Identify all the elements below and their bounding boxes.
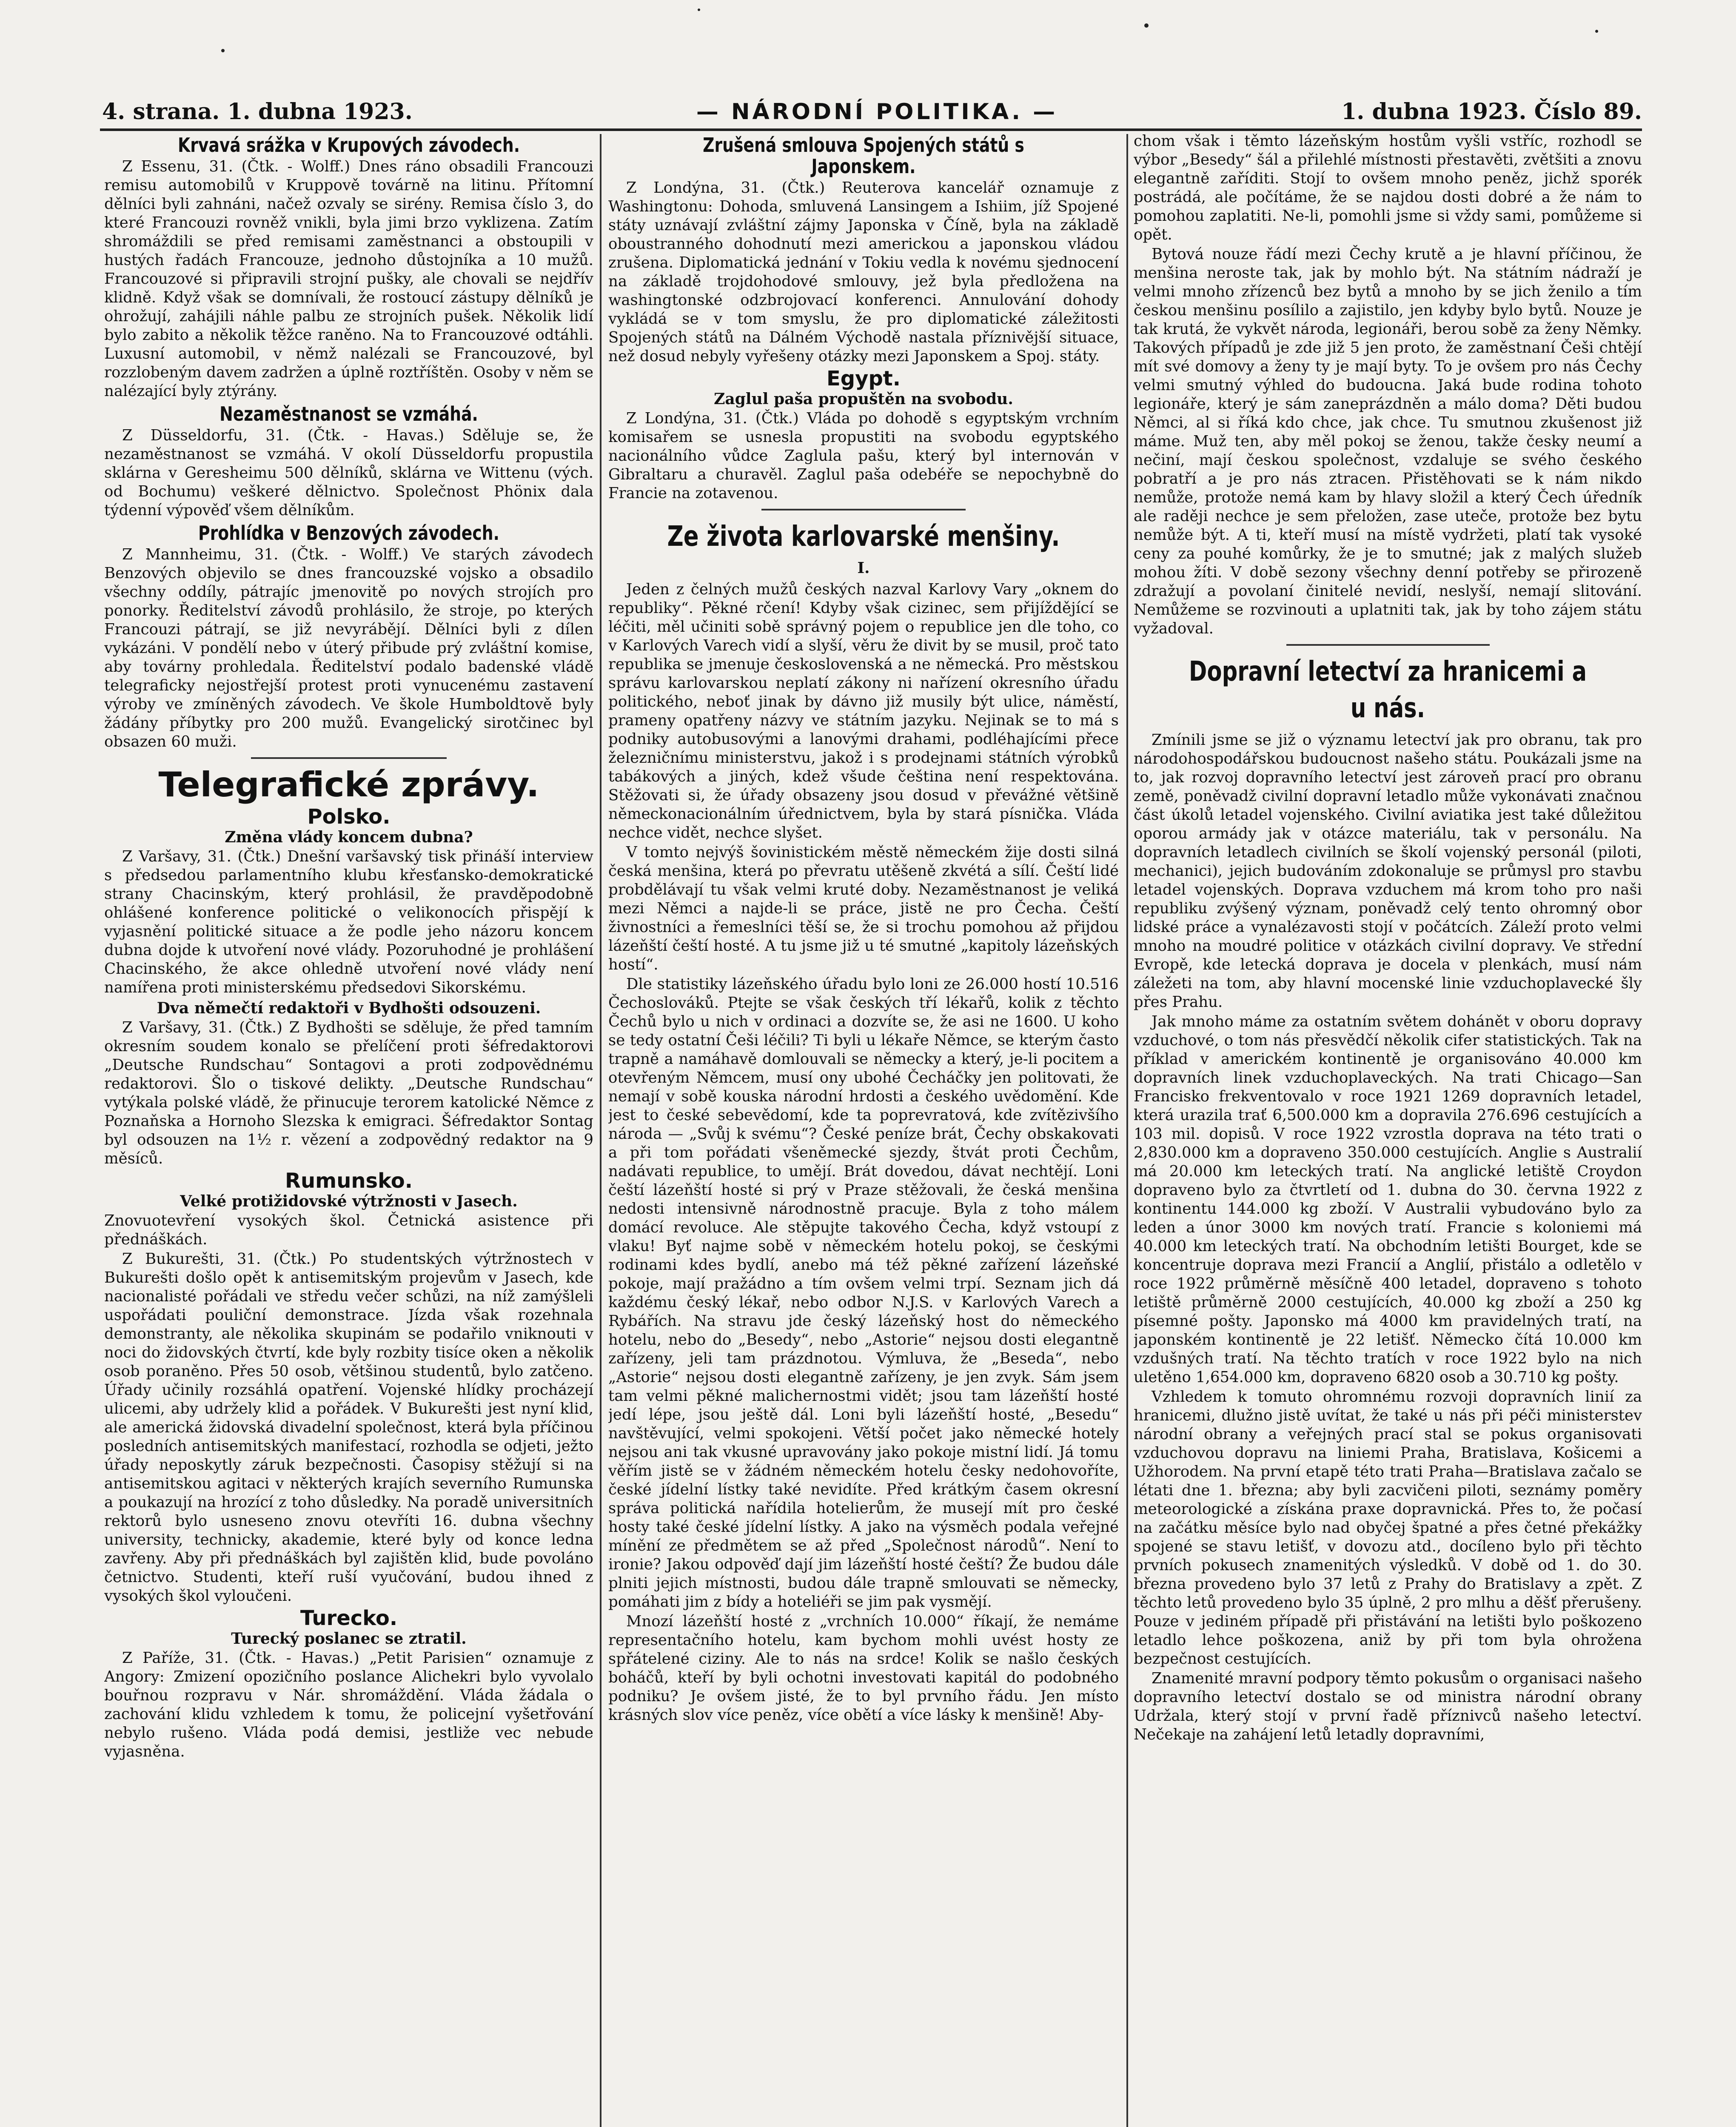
article-title: Krvavá srážka v Krupových závodech.: [177, 134, 520, 157]
article-paragraph: Z Essenu, 31. (Čtk. - Wolff.) Dnes ráno obsadili Francouzi remisu automobilů v Kruppově továrně na litinu. Přítomní dělníci byli zahnáni, načež ozvaly se sirény. Remisa číslo 3, do které Francouzi rovněž vnikli, byla jimi brzo vyklizena. Zatím shromáždili se před remisami zaměstnanci a obstoupili v hustých řadách Francouze, jednoho důstojníka a 10 mužů. Francouzové si připravili strojní pušky, ale chovali se nejdřív klidně. Když však se domnívali, že rostoucí zástupy dělníků je ohrožují, zahájili náhle palbu ze strojních pušek. Několik lidí bylo zabito a několik těžce raněno. Na to Francouzové odtáhli. Luxusní automobil, v němž nalézali se Francouzové, byl rozzlobeným davem zadržen a úplně roztříštěn. Osoby v něm se nalézající byly ztýrány.: [104, 158, 593, 400]
article-title: Dva němečtí redaktoři v Bydhošti odsouzeni.: [157, 999, 541, 1017]
article-subtitle: Znovuotevření vysokých škol. Četnická asistence při přednáškách.: [104, 1212, 593, 1248]
article-title: Zaglul paša propuštěn na svobodu.: [714, 390, 1013, 408]
scan-speck: [1144, 23, 1149, 28]
column-divider-1: [600, 134, 601, 2127]
country-heading: Egypt.: [827, 367, 901, 391]
article-title: Velké protižidovské výtržnosti v Jasech.: [180, 1192, 518, 1210]
column-divider-2: [1126, 134, 1128, 2127]
column-2: [608, 132, 1119, 2127]
column-1: [104, 132, 593, 2127]
scan-speck: [1595, 30, 1598, 33]
article-paragraph: Z Londýna, 31. (Čtk.) Vláda po dohodě s egyptským vrchním komisařem se usnesla propustiti na svobodu egyptského nacionálního vůdce Zaglula pašu, který byl internován v Gibraltaru a churavěl. Zaglul paša odebéře se nepochybně do Francie na zotavenou.: [608, 410, 1119, 502]
part-numeral: I.: [857, 559, 870, 577]
article-title: Zrušená smlouva Spojených států s Japonskem.: [703, 134, 1024, 178]
article-paragraph: Z Mannheimu, 31. (Čtk. - Wolff.) Ve starých závodech Benzových objevilo se dnes francouzské vojsko a obsadilo všechny oddíly, pátrajíc jmenovitě po nových strojích pro ponorky. Ředitelství závodů prohlásilo, že stroje, po kterých Francouzi pátrají, se již nevyrábějí. Dělníci byli z dílen vykázáni. V pondělí nebo v úterý přibude prý zvláštní komise, aby továrny prohledala. Ředitelství podalo badenské vládě telegraficky nejostřejší protest proti vynucenému zastavení výroby ve zmíněných závodech. Ve škole Humboldtově byly žádány příbytky pro 200 mužů. Evangelický sirotčinec byl obsazen 60 muži.: [104, 546, 593, 750]
newspaper-masthead: — NÁRODNÍ POLITIKA. —: [696, 99, 1058, 125]
header-rule: [100, 128, 1642, 131]
article-title: Nezaměstnanost se vzmáhá.: [219, 402, 478, 425]
column-3: [1134, 132, 1642, 2127]
article-paragraph: Jeden z čelných mužů českých nazval Karlovy Vary „oknem do republiky“. Pěkné rčení! Kdyby však cizinec, sem přijíždějící se léčiti, měl učiniti sobě správný pojem o republice jen dle toho, co v Karlových Varech vidí a slyší, věru že divit by se musil, proč tato republika se jmenuje československá a ne německá. Pro městskou správu karlovarskou neplatí zákony ni nařízení okresního úřadu politického, neboť jinak by dávno již musily být ulice, náměstí, prameny opatřeny názvy ve státním jazyku. Nejinak se to má s podniky autobusovými a lanovými drahami, podléhajícími přece železničnímu ministerstvu, jakož i s prodejnami státních výrobků tabákových a jiných, kdež všude čeština není respektována. Stěžovati si, že úřady obsazeny jsou dosud v převážné většině německonacionálním úřednictvem, byla by stará písnička. Vláda nechce vidět, nechce slyšet.: [608, 581, 1119, 841]
section-divider: [251, 757, 447, 759]
scan-speck: [221, 49, 225, 52]
article-paragraph: Z Paříže, 31. (Čtk. - Havas.) „Petit Parisien“ oznamuje z Angory: Zmizení opozičního poslance Alichekri bylo vyvolalo bouřnou rozpravu v Nár. shromáždění. Vláda žádala o zachování klidu vzhledem k tomu, že policejní vyšetřování nebylo rušeno. Vláda podá demisi, jestliže vec nebude vyjasněna.: [104, 1649, 593, 1760]
article-paragraph: Dle statistiky lázeňského úřadu bylo loni ze 26.000 hostí 10.516 Čechoslováků. Ptejte se však českých tří lékařů, kolik z těchto Čechů bylo u nich v ordinaci a dozvíte se, že asi ne 1600. U koho se tedy ostatní Češi léčili? Ti byli u lékaře Němce, se kterým často trapně a namáhavě domlouvali se německy a který, je-li pocitem a otevřeným Němcem, musí ony ubohé Čecháčky jen politovati, že nemají v sobě kouska národní hrdosti a českého uvědomění. Kde jest to české sebevědomí, kde ta poprevratová, kde zvítězivšího národa — „Svůj k svému“? České peníze brát, Čechy obskakovati a při tom pořádati všeněmecké sjezdy, štvát proti Čechům, nadávati republice, to umějí. Brát dovedou, dávat nechtějí. Loni čeští lázeňští hosté si prý v Praze stěžovali, že česká menšina nedosti intensivně národnostně pracuje. Byla z toho málem domácí revoluce. Ale stěpujte takového Čecha, když vstoupí z vlaku! Byť najme sobě v německém hotelu pokoj, se českými rodinami kdes bydlí, anebo má též pěkné zařízení lázeňské pokoje, mají pražádno a tím ovšem velmi trpí. Seznam jich dá každému český lékař, nebo odbor N.J.S. v Karlových Varech a Rybářích. Na stravu jde český lázeňský host do německého hotelu, nebo do „Besedy“, nebo „Astorie“ nejsou dosti elegantně zařízeny, jeli tam prázdnotou. Výmluva, že „Beseda“, nebo „Astorie“ nejsou dosti elegantně zařízeny, je jen zvyk. Sám jsem tam velmi pěkné malichernostmi vidět; jsou tam lázeňští hosté jedí lépe, jsou ještě dál. Loni byli lázeňští hosté, „Besedu“ navštěvující, velmi spokojeni. Větší počet jako německé hotely nejsou ani tak vkusné upravovány jako pokoje mistní lidí. Já tomu věřím jistě se v žádném německém hotelu česky nedohovoříte, české jídelní lístky také nevidíte. Před krátkým časem okresní správa politická nařídila hotelierům, že musejí mít pro české hosty také české jídelní lístky. A jako na výsměch podala veřejné mínění ze předmětem se až před „Společnost národů“. Není to ironie? Jakou odpověď dají jim lázeňští hosté čeští? Že budou dále plniti jejich místnosti, budou dále trapně smlouvati se německy, pomáhati jim z bídy a hoteliéři se jim pak vysmějí.: [608, 975, 1119, 1611]
article-paragraph: Jak mnoho máme za ostatním světem dohánět v oboru dopravy vzduchové, o tom nás přesvědčí několik cifer statistických. Tak na příklad v americkém kontinentě je organisováno 40.000 km dopravních linek vzduchoplaveckých. Na trati Chicago—San Francisko frekventovalo v roce 1921 1269 dopravních letadel, která urazila trať 6,500.000 km a dopravila 276.696 cestujících a 103 mil. dopisů. V roce 1922 vzrostla doprava na této trati o 2,830.000 km a dopraveno 350.000 cestujících. Anglie s Australií má 20.000 km leteckých tratí. Na anglické letiště Croydon dopraveno bylo za čtvrtletí od 1. dubna do 30. června 1922 z kontinentu 144.000 kg zboží. V Australii vybudováno bylo za leden a únor 3000 km nových tratí. Francie s koloniemi má 40.000 km leteckých tratí. Na obchodním letišti Bourget, kde se koncentruje doprava mezi Francií a Anglií, přistálo a odletělo v roce 1922 průměrně měsíčně 400 letadel, dopraveno s tohoto letiště průměrně 2000 cestujících, 40.000 kg zboží a 250 kg písemné pošty. Japonsko má 4000 km pravidelných tratí, na japonském kontinentě je 22 letišť. Německo čítá 10.000 km vzdušných tratí. Na těchto tratích v roce 1922 bylo na nich uletěno 1,654.000 km, dopraveno 6820 osob a 30.710 kg pošty.: [1134, 1013, 1642, 1386]
country-heading: Polsko.: [307, 805, 391, 829]
article-title: Prohlídka v Benzových závodech.: [198, 522, 499, 545]
section-divider: [1286, 644, 1490, 646]
article-title: Turecký poslanec se ztratil.: [231, 1630, 467, 1648]
article-paragraph: Z Düsseldorfu, 31. (Čtk. - Havas.) Sděluje se, že nezaměstnanost se vzmáhá. V okolí Düsseldorfu propustila sklárna v Geresheimu 500 dělníků, sklárna ve Wittenu (vých. od Bochumu) veškeré dělnictvo. Společnost Phönix dala týdenní výpověď všem dělníkům.: [104, 427, 593, 519]
header-left: 4. strana. 1. dubna 1923.: [102, 99, 413, 125]
article-paragraph: Znamenité mravní podpory těmto pokusům o organisaci našeho dopravního letectví dostalo se od ministra národní obrany Udržala, který stojí v první řadě příznivců našeho letectví. Nečekaje na zahájení letů letadly dopravními,: [1134, 1670, 1642, 1743]
article-paragraph: Z Varšavy, 31. (Čtk.) Z Bydhošti se sděluje, že před tamním okresním soudem konalo se přelíčení proti šéfredaktorovi „Deutsche Rundschau“ Sontagovi a proti zodpovědnému redaktorovi. Šlo o tiskové delikty. „Deutsche Rundschau“ vytýkala polské vládě, že přinucuje terorem katolické Němce z Poznaňska a Hornoho Slezska k emigraci. Šéfredaktor Sontag byl odsouzen na 1½ r. vězení a zodpovědný redaktor na 9 měsíců.: [104, 1019, 593, 1167]
article-paragraph: Bytová nouze řádí mezi Čechy krutě a je hlavní příčinou, že menšina neroste tak, jak by mohlo být. Na státním nádraží je velmi mnoho zřízenců bez bytů a mnoho by se jich ženilo a tím českou menšinu posílilo a zajistilo, jen kdyby bylo bytů. Nouze je tak krutá, že vykvět národa, legionáři, berou sobě za ženy Němky. Takových případů je zde již 5 jen proto, že zaměstnaní Češi chtějí mít své domovy a ženy ty je mají byty. To je ovšem pro nás Čechy velmi smutný výhled do budoucna. Jaká bude rodina tohoto legionáře, který je sám zaneprázdněn a málo doma? Děti budou Němci, al si říká kdo chce, jak chce. Tu smutnou zkušenost již máme. Muž ten, aby měl pokoj se ženou, takže česky neumí a nečiní, mají českou společnost, vzdaluje se svého českého pobratří a je pro nás ztracen. Přistěhovati se k nám nikdo nemůže, protože nemá kam by hlavy složil a který Čech úředník ale raději nechce je sem přeložen, zase uteče, protože bez bytu nemůže být. A ti, kteří musí na místě vydržeti, platí tak vysoké ceny za pouhé komůrky, že je to smutné; jak z malých služeb mohou žíti. V době sezony všechny denní potřeby se přirozeně zdražují a povolaní činitelé nevidí, neslyší, nemají slitování. Nemůžeme se rozvinouti a uplatniti tak, jak by toho zájem státu vyžadoval.: [1134, 245, 1642, 637]
article-paragraph: Zmínili jsme se již o významu letectví jak pro obranu, tak pro národohospodářskou budoucnost našeho státu. Poukázali jsme na to, jak rozvoj dopravního letectví jest zároveň prací pro obranu země, poněvadž civilní dopravní letadlo může vykonávati značnou část úkolů letadel vojenského. Civilní aviatika jest také důležitou oporou armády jak v otázce materiálu, tak v personálu. Na dopravních letadlech civilních se školí vojenský personál (piloti, mechanici), jejich budováním zdokonaluje se průmysl pro stavbu letadel vojenských. Doprava vzduchem má krom toho pro naši republiku zvýšený význam, poněvadž celý tento ohromný obor lidské práce a vynalézavosti stojí v počátcích. Záleží proto velmi mnoho na moudré politice v otázkách civilní dopravy. Ve střední Evropě, kde letecká doprava je docela v plenkách, musí nám záležeti na tom, aby hlavní mocenské linie vzduchoplavecké šly přes Prahu.: [1134, 731, 1642, 1011]
article-paragraph: Vzhledem k tomuto ohromnému rozvoji dopravních linií za hranicemi, dlužno jistě uvítat, že také u nás při péči ministerstev národní obrany a veřejných prací stal se pokus organisovati vzduchovou dopravu na liniemi Praha, Bratislava, Košicemi a Užhorodem. Na první etapě této trati Praha—Bratislava začalo se létati dne 1. března; aby byli zacvičeni piloti, seznámy poměry meteorologické a získána praxe dopravnická. Přes to, že počasí na začátku měsíce bylo nad obyčej špatné a přes četné překážky spojené se stavu letišť, v dovozu atd., docíleno bylo při těchto prvních pokusech znamenitých výsledků. V době od 1. do 30. března provedeno bylo 37 letů z Prahy do Bratislavy a zpět. Z těchto letů provedeno bylo 35 úplně, 2 pro mlhu a děšť přerušeny. Pouze v jediném případě při přistávání na letišti bylo poškozeno letadlo lehce poškozena, aniž by při tom byla ohrožena bezpečnost cestujících.: [1134, 1388, 1642, 1668]
header-right: 1. dubna 1923. Číslo 89.: [1341, 99, 1642, 125]
section-divider: [761, 509, 966, 510]
article-paragraph: V tomto nejvýš šovinistickém městě německém žije dosti silná česká menšina, která po převratu utěšeně zkvétá a sílí. Čeští lidé probdělávají tu však velmi kruté doby. Nezaměstnanost je veliká mezi Němci a najde-li se práce, jistě ne pro Čecha. Čeští živnostníci a řemeslníci těší se, že si trochu pomohou až přijdou lázeňští čeští hosté. A tu jsme již u té smutné „kapitoly lázeňských hostí“.: [608, 844, 1119, 973]
country-heading: Rumunsko.: [285, 1169, 413, 1193]
article-title: Dopravní letectví za hranicemi a u nás.: [1189, 656, 1587, 724]
article-title: Změna vlády koncem dubna?: [225, 828, 473, 846]
article-paragraph: Mnozí lázeňští hosté z „vrchních 10.000“ říkají, že nemáme representačního hotelu, kam bychom mohli uvést hosty ze spřátelené ciziny. Ale to nás na srdce! Kolik se našlo českých boháčů, kteří by byli ochotni investovati kapitál do podobného podniku? Je ovšem jisté, že to byl prvního řádu. Jen místo krásných slov více peněz, více obětí a více lásky k menšině! Aby-: [608, 1613, 1119, 1724]
page-header: [102, 96, 1642, 128]
article-paragraph: Z Bukurešti, 31. (Čtk.) Po studentských výtržnostech v Bukurešti došlo opět k antisemitským projevům v Jasech, kde nacionalisté pořádali ve středu večer schůzi, na níž zamýšleli uspořádati pouliční demonstrace. Jízda však rozehnala demonstranty, ale několika skupinám se podařilo vniknouti v noci do židovských čtvrtí, kde byly rozbity tisíce oken a několik osob poraněno. Přes 50 osob, většinou studentů, bylo zatčeno. Úřady učinily rozsáhlá opatření. Vojenské hlídky procházejí ulicemi, aby udržely klid a pořádek. V Bukurešti jest nyní klid, ale americká židovská divadelní společnost, která byla příčinou posledních antisemitských manifestací, rozhodla se odjeti, ježto úřady neposkytly záruk bezpečnosti. Časopisy stěžují si na antisemitskou agitaci v některých krajích severního Rumunska a poukazují na hrozící z toho důsledky. Na poradě universitních rektorů bylo usneseno znovu otevříti 16. dubna všechny university, technicky, akademie, které byly od konce ledna zavřeny. Aby při přednáškách byl zajištěn klid, bude povoláno četnictvo. Studenti, kteří ruší vyučování, budou ihned z vysokých škol vyloučeni.: [104, 1250, 593, 1605]
feature-title: Ze života karlovarské menšiny.: [667, 520, 1060, 553]
section-title: Telegrafické zprávy.: [158, 765, 539, 804]
country-heading: Turecko.: [300, 1606, 398, 1630]
article-paragraph: chom však i těmto lázeňským hostům vyšli vstříc, rozhodl se výbor „Besedy“ šál a přilehlé místnosti přestavěti, zvětšiti a znovu elegantně zaříditi. Stojí to ovšem mnoho peněz, jichž sporék postrádá, ale počítáme, že se najdou dosti dobré a že nám to pomohou zaplatiti. Ne-li, pomohli jsme si vždy sami, pomůžeme si opět.: [1134, 132, 1642, 243]
article-paragraph: Z Varšavy, 31. (Čtk.) Dnešní varšavský tisk přináší interview s předsedou parlamentního klubu křesťansko-demokratické strany Chacinským, který prohlásil, že pravděpodobně ohlášené konference politické o velikonocích přispějí k vyjasnění politické situace a že podle jeho názoru koncem dubna dojde k utvoření nové vlády. Pozoruhodné je prohlášení Chacinského, že akce ohledně utvoření nové vlády není namířena proti ministerskému předsedovi Sikorskému.: [104, 848, 593, 996]
scan-speck: [698, 9, 700, 11]
article-paragraph: Z Londýna, 31. (Čtk.) Reuterova kancelář oznamuje z Washingtonu: Dohoda, smluvená Lansingem a Ishiim, jíž Spojené státy uznávají zvláštní zájmy Japonska v Číně, byla na základě oboustranného dohodnutí mezi americkou a japonskou vládou zrušena. Diplomatická jednání v Tokiu vedla k novému sjednocení na základě trojdohodové smlouvy, jež byla předložena na washingtonské odzbrojovací konferenci. Annulování dohody vykládá se v tom smyslu, že pro diplomatické záležitosti Spojených států na Dálném Východě nastala příznivější situace, než dosud nebyly vyřešeny otázky mezi Japonskem a Spoj. státy.: [608, 179, 1119, 365]
